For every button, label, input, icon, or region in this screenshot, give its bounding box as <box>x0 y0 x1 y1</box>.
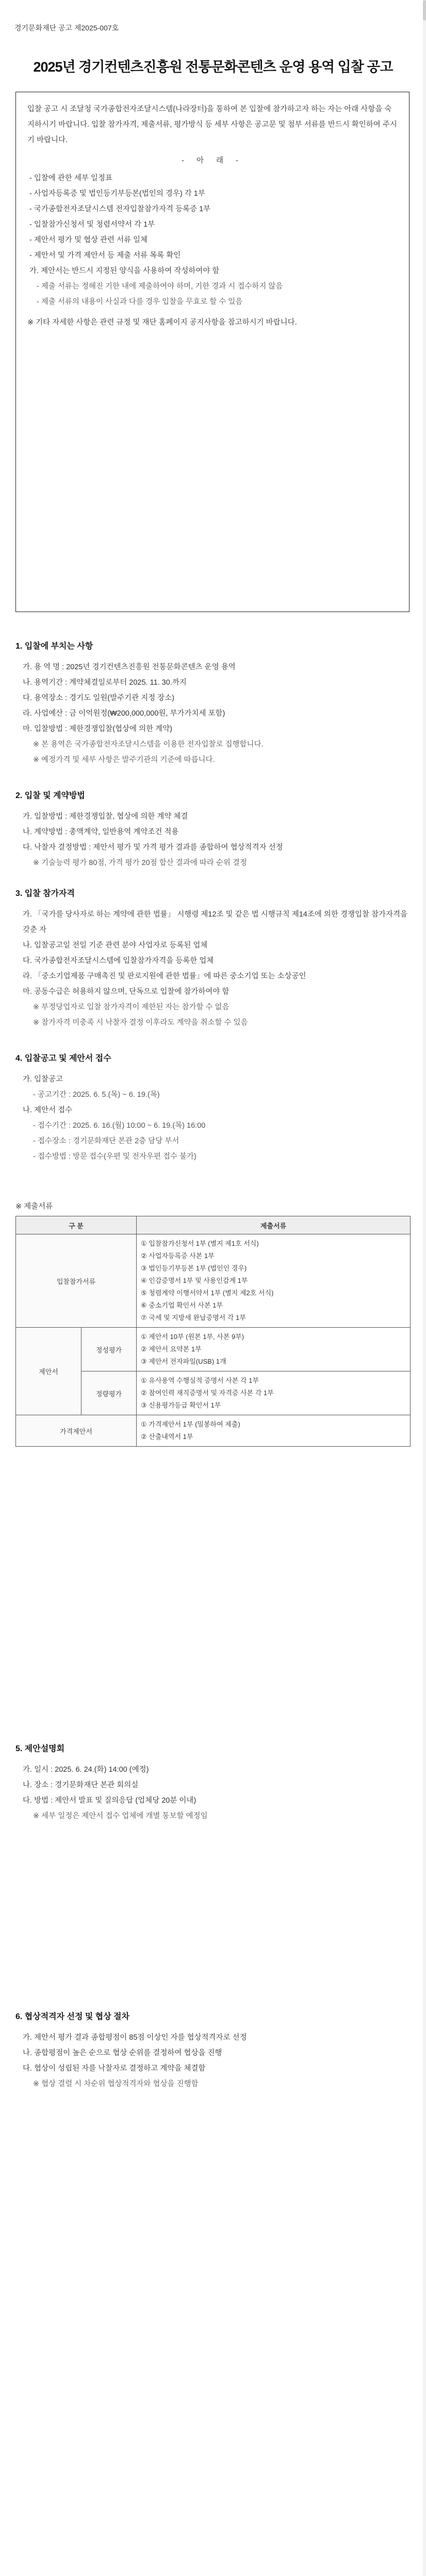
notice-warning: ※ 기타 자세한 사항은 관련 규정 및 재단 홈페이지 공지사항을 참고하시기 바랍니다. <box>27 318 297 327</box>
section-line: 가. 입찰공고 <box>23 1075 63 1083</box>
table-category: 제안서 <box>16 1328 81 1415</box>
section-line: 가. 용 역 명 : 2025년 경기컨텐츠진흥원 전통문화콘텐츠 운영 용역 <box>23 663 236 671</box>
section-note: ※ 본 용역은 국가종합전자조달시스템을 이용한 전자입찰로 집행합니다. <box>33 740 264 749</box>
notice-caption: - 아 래 - <box>182 157 243 165</box>
section-line: 나. 입찰공고일 전일 기준 관련 분야 사업자로 등록된 업체 <box>23 941 208 950</box>
notice-item: - 입찰참가신청서 및 청렴서약서 각 1부 <box>29 221 155 229</box>
section-line: 다. 낙찰자 결정방법 : 제안서 평가 및 가격 평가 결과를 종합하여 협상적격자 선정 <box>23 843 283 852</box>
notice-sub-item: - 제출 서류는 정해진 기한 내에 제출하여야 하며, 기한 경과 시 접수하지 않음 <box>37 282 283 291</box>
section-heading: 4. 입찰공고 및 제안서 접수 <box>15 1054 111 1063</box>
section-line: 나. 제안서 접수 <box>23 1106 73 1114</box>
notice-intro: 입찰 공고 시 조달청 국가종합전자조달시스템(나라장터)을 통하여 본 입찰에 참가하고자 하는 자는 아래 사항을 숙지하시기 바랍니다. 입찰 참가자격, 제출서류, 평가방식 등 세부 사항은 공고문 및 첨부 서류를 반드시 확인하여 주시기 바랍니다. <box>27 105 397 144</box>
section-note: ※ 부정당업자로 입찰 참가자격이 제한된 자는 참가할 수 없음 <box>33 1003 230 1011</box>
table-row <box>16 1415 411 1447</box>
notice-box <box>15 92 409 612</box>
table-subcategory: 정량평가 <box>81 1371 137 1415</box>
section-2 <box>15 788 411 871</box>
section-6 <box>15 2009 411 2092</box>
table-category: 가격제안서 <box>16 1415 137 1447</box>
section-5 <box>15 1741 411 1824</box>
notice-sub-item: - 제출 서류의 내용이 사실과 다를 경우 입찰을 무효로 할 수 있음 <box>37 298 243 306</box>
section-line: 라. 사업예산 : 금 이억원정(₩200,000,000원, 부가가치세 포함) <box>23 709 225 718</box>
section-line: 다. 용역장소 : 경기도 일원(발주기관 지정 장소) <box>23 694 175 702</box>
section-heading: 6. 협상적격자 선정 및 협상 절차 <box>15 2012 130 2021</box>
section-4 <box>15 1051 411 1164</box>
section-3 <box>15 886 411 1030</box>
section-line: 나. 계약방법 : 총액계약, 일반용역 계약조건 적용 <box>23 828 179 836</box>
table-items: ① 가격제안서 1부 (밀봉하여 제출) ② 산출내역서 1부 <box>137 1415 411 1447</box>
section-line: 다. 방법 : 제안서 발표 및 질의응답 (업체당 20분 이내) <box>23 1797 196 1805</box>
table-subcategory: 정성평가 <box>81 1328 137 1371</box>
section-note: ※ 예정가격 및 세부 사항은 발주기관의 기준에 따릅니다. <box>33 756 215 764</box>
page-title: 2025년 경기컨텐츠진흥원 전통문화콘텐츠 운영 용역 입찰 공고 <box>33 59 393 75</box>
section-line: 가. 입찰방법 : 제한경쟁입찰, 협상에 의한 계약 체결 <box>23 812 188 821</box>
section-heading: 3. 입찰 참가자격 <box>15 889 75 898</box>
section-line: 라. 「중소기업제품 구매촉진 및 판로지원에 관한 법률」에 따른 중소기업 또는 소상공인 <box>23 972 306 980</box>
section-note: ※ 협상 결렬 시 차순위 협상적격자와 협상을 진행함 <box>33 2080 199 2088</box>
section-heading: 1. 입찰에 부치는 사항 <box>15 642 93 651</box>
table-items: ① 제안서 10부 (원본 1부, 사본 9부) ② 제안서 요약본 1부 ③ 제안서 전자파일(USB) 1개 <box>137 1328 411 1371</box>
section-note: ※ 참가자격 미충족 시 낙찰자 결정 이후라도 계약을 취소할 수 있음 <box>33 1019 248 1027</box>
section-line: 다. 협상이 성립된 자를 낙찰자로 결정하고 계약을 체결함 <box>23 2064 206 2073</box>
section-note: ※ 기술능력 평가 80점, 가격 평가 20점 합산 결과에 따라 순위 결정 <box>33 859 247 867</box>
table-header: 제출서류 <box>137 1216 411 1234</box>
page-scrollbar[interactable] <box>423 0 426 2576</box>
section-line: 다. 국가종합전자조달시스템에 입찰참가자격을 등록한 업체 <box>23 957 214 965</box>
section-line: - 접수장소 : 경기문화재단 본관 2층 담당 부서 <box>33 1137 179 1145</box>
table-row <box>16 1234 411 1328</box>
table-caption: ※ 제출서류 <box>15 1202 53 1211</box>
table-header: 구 분 <box>16 1216 137 1234</box>
notice-item: - 입찰에 관한 세부 일정표 <box>29 174 113 182</box>
notice-item: - 제안서 및 가격 제안서 등 제출 서류 목록 확인 <box>29 251 181 260</box>
section-line: - 접수방법 : 방문 접수(우편 및 전자우편 접수 불가) <box>33 1153 196 1161</box>
notice-item-list <box>27 171 398 310</box>
table-items: ① 입찰참가신청서 1부 (별지 제1호 서식) ② 사업자등록증 사본 1부 ③ 법인등기부등본 1부 (법인인 경우) ④ 인감증명서 1부 및 사용인감계 1부 ⑤ 청렴계약 이행서약서 1부 (별지 제2호 서식) ⑥ 중소기업 확인서 사본 1부 ⑦ 국세 및 지방세 완납증명서 각 1부 <box>137 1234 411 1328</box>
scrollbar-thumb[interactable] <box>423 0 426 21</box>
section-line: 나. 종합평점이 높은 순으로 협상 순위를 결정하여 협상을 진행 <box>23 2049 222 2057</box>
table-category: 입찰참가서류 <box>16 1234 137 1328</box>
section-line: 마. 입찰방법 : 제한경쟁입찰(협상에 의한 계약) <box>23 725 172 733</box>
section-heading: 5. 제안설명회 <box>15 1744 65 1753</box>
notice-item: - 국가종합전자조달시스템 전자입찰참가자격 등록증 1부 <box>29 205 211 213</box>
section-line: 가. 일시 : 2025. 6. 24.(화) 14:00 (예정) <box>23 1766 149 1774</box>
submission-table <box>15 1216 411 1447</box>
section-line: 나. 장소 : 경기문화재단 본관 회의실 <box>23 1781 139 1789</box>
section-line: 나. 용역기간 : 계약체결일로부터 2025. 11. 30.까지 <box>23 679 187 687</box>
table-items: ① 유사용역 수행실적 증명서 사본 각 1부 ② 참여인력 재직증명서 및 자격증 사본 각 1부 ③ 신용평가등급 확인서 1부 <box>137 1371 411 1415</box>
section-line: - 공고기간 : 2025. 6. 5.(목) ~ 6. 19.(목) <box>33 1091 160 1099</box>
section-line: - 접수기간 : 2025. 6. 16.(월) 10:00 ~ 6. 19.(목) 16:00 <box>33 1122 206 1130</box>
notice-item: - 제안서 평가 및 협상 관련 서류 일체 <box>29 236 148 244</box>
notice-item: 가. 제안서는 반드시 지정된 양식을 사용하여 작성하여야 함 <box>29 267 220 275</box>
table-row <box>16 1328 411 1371</box>
notice-item: - 사업자등록증 및 법인등기부등본(법인의 경우) 각 1부 <box>29 190 205 198</box>
section-line: 마. 공동수급은 허용하지 않으며, 단독으로 입찰에 참가하여야 함 <box>23 988 230 996</box>
table-header-row <box>16 1216 411 1234</box>
section-note: ※ 세부 일정은 제안서 접수 업체에 개별 통보할 예정임 <box>33 1812 208 1820</box>
section-1 <box>15 639 411 768</box>
section-line: 가. 「국가를 당사자로 하는 계약에 관한 법률」 시행령 제12조 및 같은 법 시행규칙 제14조에 의한 경쟁입찰 참가자격을 갖춘 자 <box>23 910 408 934</box>
section-heading: 2. 입찰 및 계약방법 <box>15 791 85 800</box>
publication-number: 경기문화재단 공고 제2025-007호 <box>14 24 119 32</box>
section-line: 가. 제안서 평가 결과 종합평점이 85점 이상인 자를 협상적격자로 선정 <box>23 2033 247 2042</box>
